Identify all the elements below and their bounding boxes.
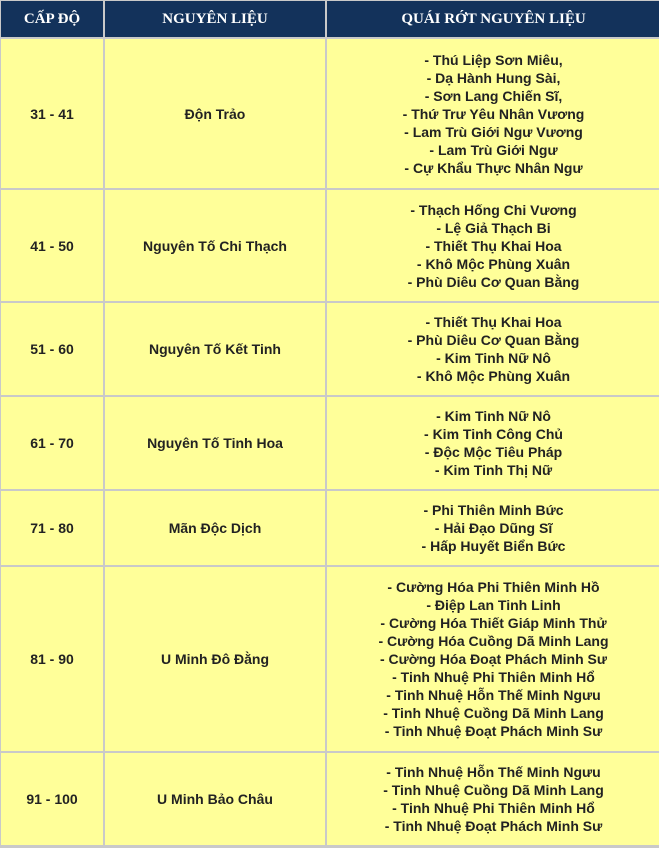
monster-name: - Độc Mộc Tiêu Pháp xyxy=(424,444,563,460)
monster-name: - Phù Diêu Cơ Quan Bằng xyxy=(407,273,580,290)
monster-name: - Cường Hóa Thiết Giáp Minh Thử xyxy=(380,615,607,631)
monster-name: - Kim Tinh Công Chủ xyxy=(424,426,563,442)
monster-name: - Dạ Hành Hung Sài, xyxy=(426,69,561,86)
level-cell: 51 - 60 xyxy=(1,303,103,395)
monster-name: - Cường Hóa Cuồng Dã Minh Lang xyxy=(378,633,609,649)
monster-name: - Khô Mộc Phùng Xuân xyxy=(416,255,571,272)
monster-list-cell xyxy=(327,397,659,489)
material-cell: Độn Trảo xyxy=(105,39,325,188)
monster-name: - Tinh Nhuệ Phi Thiên Minh Hổ xyxy=(392,669,595,685)
column-header-material: NGUYÊN LIỆU xyxy=(105,1,325,37)
monster-name: - Tinh Nhuệ Hỗn Thế Minh Ngưu xyxy=(386,687,601,703)
monster-name: - Tinh Nhuệ Phi Thiên Minh Hổ xyxy=(392,800,595,816)
monster-name: - Tinh Nhuệ Đoạt Phách Minh Sư xyxy=(384,723,603,739)
monster-name: - Thú Liệp Sơn Miêu, xyxy=(424,51,563,68)
monster-name: - Kim Tinh Thị Nữ xyxy=(434,462,553,478)
level-cell: 41 - 50 xyxy=(1,190,103,301)
table-row xyxy=(1,567,659,751)
monster-name: - Thiết Thụ Khai Hoa xyxy=(425,237,562,254)
monster-name: - Tinh Nhuệ Hỗn Thế Minh Ngưu xyxy=(386,764,601,780)
monster-name: - Tinh Nhuệ Đoạt Phách Minh Sư xyxy=(384,818,603,834)
monster-name: - Phi Thiên Minh Bức xyxy=(423,502,564,518)
monster-name: - Hấp Huyết Biển Bức xyxy=(421,538,566,554)
material-cell: Mãn Độc Dịch xyxy=(105,491,325,565)
monster-name: - Lệ Giả Thạch Bi xyxy=(436,219,551,236)
monster-name: - Kim Tinh Nữ Nô xyxy=(436,350,551,366)
monster-list-cell xyxy=(327,303,659,395)
level-cell: 81 - 90 xyxy=(1,567,103,751)
table-row xyxy=(1,39,659,188)
level-cell: 91 - 100 xyxy=(1,753,103,845)
table-row xyxy=(1,491,659,565)
material-cell: U Minh Đô Đằng xyxy=(105,567,325,751)
monster-list-cell xyxy=(327,753,659,845)
monster-name: - Hải Đạo Dũng Sĩ xyxy=(434,520,553,536)
material-cell: U Minh Bảo Châu xyxy=(105,753,325,845)
monster-name: - Cự Khẩu Thực Nhân Ngư xyxy=(404,159,583,176)
table-header-row xyxy=(1,1,659,37)
monster-name: - Kim Tinh Nữ Nô xyxy=(436,408,551,424)
monster-name: - Phù Diêu Cơ Quan Bằng xyxy=(407,332,580,348)
monster-name: - Lam Trù Giới Ngư xyxy=(429,141,558,158)
table-row xyxy=(1,397,659,489)
monster-name: - Lam Trù Giới Ngư Vương xyxy=(404,123,583,140)
monster-name: - Cường Hóa Phi Thiên Minh Hồ xyxy=(387,579,600,595)
monster-list-cell xyxy=(327,567,659,751)
monster-list-cell xyxy=(327,190,659,301)
material-cell: Nguyên Tố Tinh Hoa xyxy=(105,397,325,489)
table-row xyxy=(1,753,659,845)
table-row xyxy=(1,303,659,395)
level-cell: 31 - 41 xyxy=(1,39,103,188)
monster-name: - Thạch Hống Chi Vương xyxy=(410,201,577,218)
monster-name: - Sơn Lang Chiến Sĩ, xyxy=(424,87,563,104)
level-cell: 71 - 80 xyxy=(1,491,103,565)
monster-name: - Thứ Trư Yêu Nhân Vương xyxy=(402,105,585,122)
monster-list-cell xyxy=(327,39,659,188)
level-cell: 61 - 70 xyxy=(1,397,103,489)
monster-name: - Thiết Thụ Khai Hoa xyxy=(425,314,562,330)
table-row xyxy=(1,190,659,301)
monster-list-cell xyxy=(327,491,659,565)
monster-name: - Khô Mộc Phùng Xuân xyxy=(416,368,571,384)
material-cell: Nguyên Tố Chi Thạch xyxy=(105,190,325,301)
column-header-monsters: QUÁI RỚT NGUYÊN LIỆU xyxy=(327,1,659,37)
monster-name: - Tinh Nhuệ Cuồng Dã Minh Lang xyxy=(383,705,604,721)
monster-name: - Điệp Lan Tinh Linh xyxy=(426,597,561,613)
monster-name: - Cường Hóa Đoạt Phách Minh Sư xyxy=(379,651,607,667)
table-body xyxy=(1,39,659,845)
monster-name: - Tinh Nhuệ Cuồng Dã Minh Lang xyxy=(383,782,604,798)
column-header-level: CẤP ĐỘ xyxy=(1,1,103,37)
material-cell: Nguyên Tố Kết Tinh xyxy=(105,303,325,395)
